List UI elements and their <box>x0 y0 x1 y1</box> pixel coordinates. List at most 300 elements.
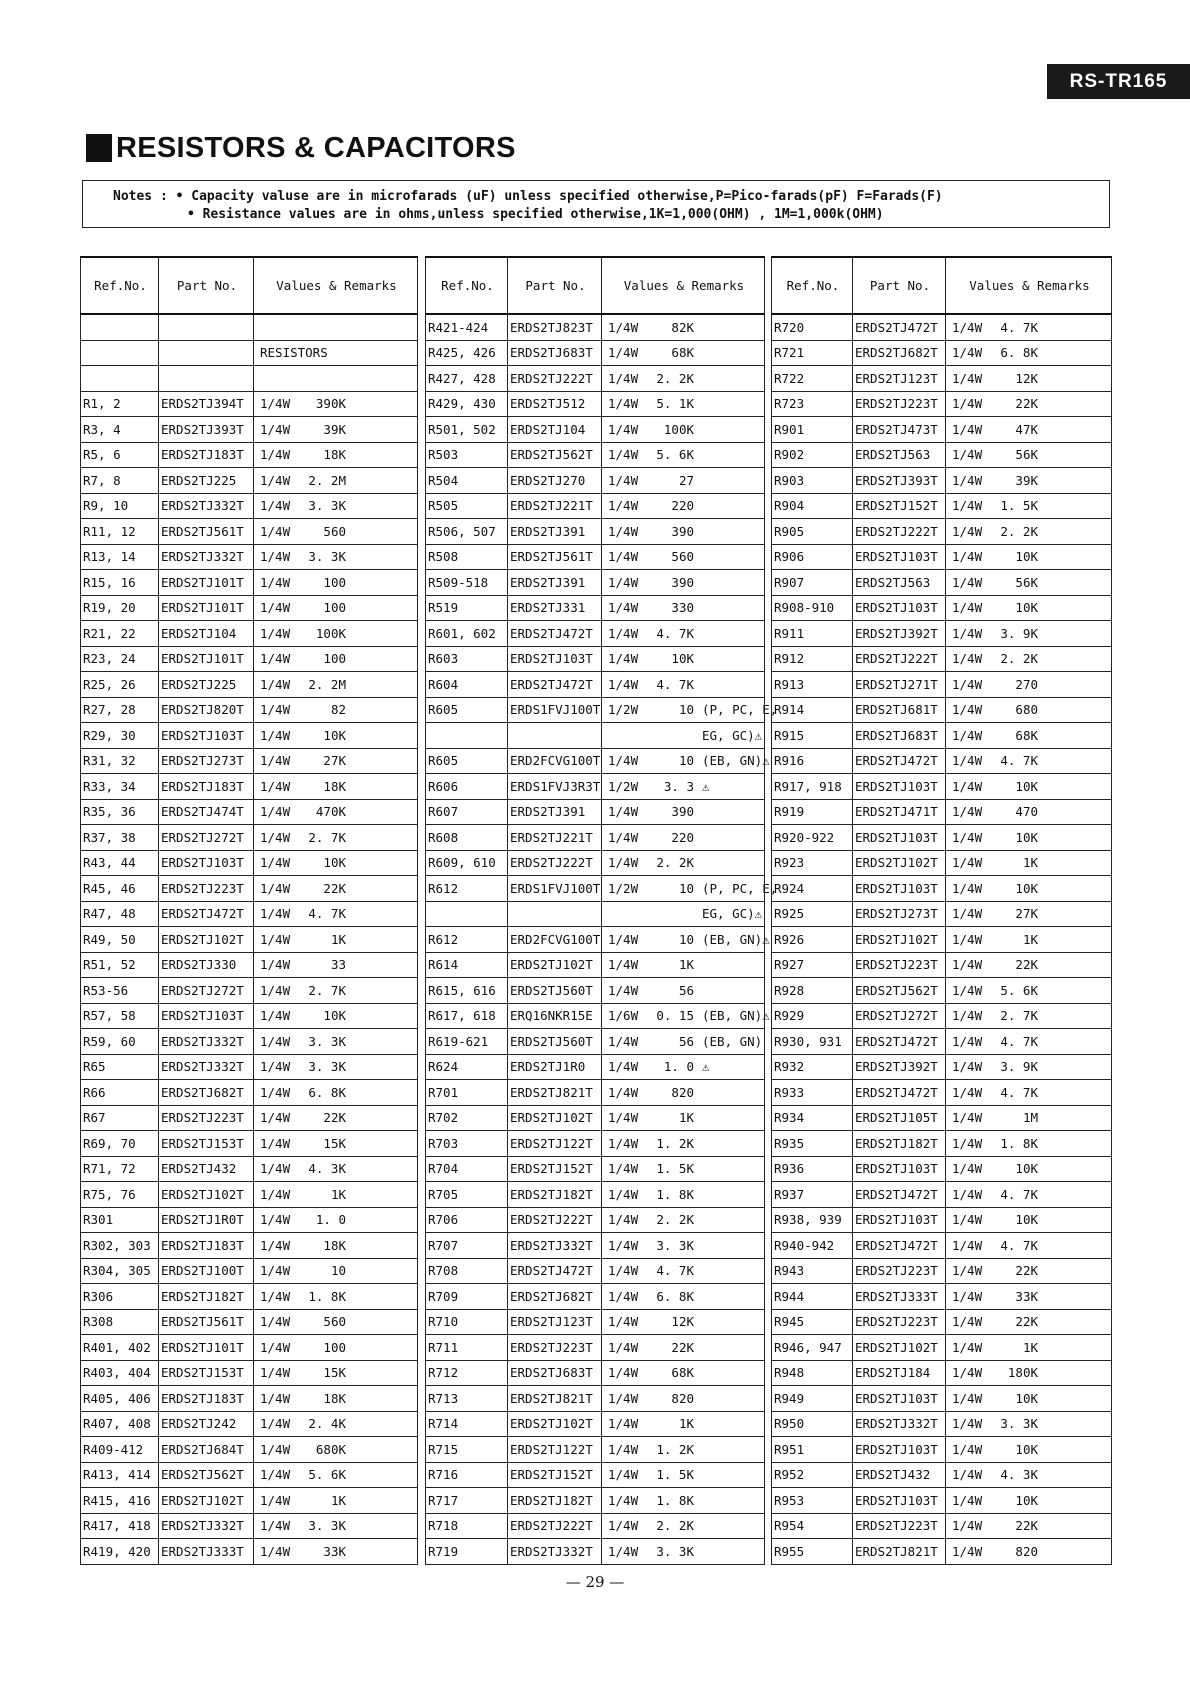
ref-no-cell: R49, 50 <box>81 927 159 953</box>
remark <box>346 1544 354 1559</box>
table-row <box>426 442 765 468</box>
values-remarks-cell <box>602 314 765 340</box>
ref-no-cell: R45, 46 <box>81 876 159 902</box>
wattage: 1/4W <box>952 1237 983 1253</box>
values-remarks-cell <box>946 493 1112 519</box>
remark <box>346 1136 354 1151</box>
ref-no-cell: R928 <box>772 978 853 1004</box>
part-no-cell: ERDS2TJ561T <box>508 544 602 570</box>
value: 4. 7K <box>1000 753 1038 769</box>
value: 12K <box>671 1314 694 1330</box>
table-row <box>426 978 765 1004</box>
part-no-cell <box>159 314 254 340</box>
notes-label: Notes : <box>113 189 168 204</box>
value: 18K <box>323 1390 346 1406</box>
table-row <box>426 1488 765 1514</box>
values-remarks-cell <box>602 1258 765 1284</box>
value: 1. 8K <box>308 1288 346 1304</box>
table-row <box>772 978 1112 1004</box>
wattage: 1/4W <box>260 651 291 667</box>
ref-no-cell: R1, 2 <box>81 391 159 417</box>
value: 5. 6K <box>656 447 694 463</box>
remark <box>694 396 702 411</box>
wattage: 1/4W <box>260 1161 291 1177</box>
table-row <box>81 442 418 468</box>
wattage: 1/2W <box>608 702 639 718</box>
ref-no-cell: R916 <box>772 748 853 774</box>
table-row <box>426 723 765 749</box>
part-no-cell: ERDS2TJ681T <box>853 697 946 723</box>
part-no-cell: ERDS2TJ105T <box>853 1105 946 1131</box>
value: 220 <box>671 829 694 845</box>
remark <box>1038 600 1046 615</box>
remark <box>346 983 354 998</box>
values-remarks-cell <box>254 1029 418 1055</box>
value: 4. 7K <box>656 676 694 692</box>
ref-no-cell: R413, 414 <box>81 1462 159 1488</box>
ref-no-cell: R53-56 <box>81 978 159 1004</box>
part-no-cell: ERDS2TJ221T <box>508 493 602 519</box>
value: 1K <box>330 931 346 947</box>
ref-no-cell: R954 <box>772 1513 853 1539</box>
value <box>654 728 694 743</box>
wattage: 1/4W <box>608 1288 639 1304</box>
ref-no-cell: R415, 416 <box>81 1488 159 1514</box>
wattage: 1/4W <box>260 804 291 820</box>
wattage: 1/4W <box>260 625 291 641</box>
value: 390 <box>671 804 694 820</box>
wattage: 1/4W <box>260 1135 291 1151</box>
remark <box>1038 473 1046 488</box>
values-remarks-cell <box>602 952 765 978</box>
value: 3. 3K <box>656 1237 694 1253</box>
table-row <box>81 646 418 672</box>
remark <box>694 549 702 564</box>
ref-no-cell: R66 <box>81 1080 159 1106</box>
ref-no-cell: R606 <box>426 774 508 800</box>
value: 1M <box>1022 1110 1038 1126</box>
ref-no-cell: R65 <box>81 1054 159 1080</box>
wattage: 1/4W <box>608 600 639 616</box>
remark <box>346 422 354 437</box>
remark <box>346 1314 354 1329</box>
ref-no-cell: R301 <box>81 1207 159 1233</box>
part-no-cell: ERDS2TJ273T <box>853 901 946 927</box>
part-no-cell: ERDS2TJ682T <box>159 1080 254 1106</box>
part-no-cell: ERDS2TJ472T <box>853 1080 946 1106</box>
remark <box>346 1365 354 1380</box>
table-row <box>426 340 765 366</box>
ref-no-cell: R712 <box>426 1360 508 1386</box>
wattage: 1/4W <box>608 1084 639 1100</box>
part-no-cell: ERDS2TJ683T <box>853 723 946 749</box>
part-no-cell: ERDS2TJ272T <box>159 825 254 851</box>
remark <box>346 1110 354 1125</box>
values-remarks-cell <box>254 748 418 774</box>
part-no-cell: ERQ16NKR15E <box>508 1003 602 1029</box>
value: 3. 3 <box>663 778 694 794</box>
table-row <box>426 799 765 825</box>
values-remarks-cell <box>946 1539 1112 1565</box>
remark <box>694 1467 702 1482</box>
ref-no-cell: R913 <box>772 672 853 698</box>
values-remarks-cell <box>946 1437 1112 1463</box>
wattage: 1/4W <box>952 1135 983 1151</box>
wattage: 1/4W <box>260 421 291 437</box>
table-row <box>426 570 765 596</box>
values-remarks-cell <box>254 850 418 876</box>
values-remarks-cell <box>946 1360 1112 1386</box>
ref-no-cell: R933 <box>772 1080 853 1106</box>
value: 1K <box>1022 855 1038 871</box>
table-row <box>81 1488 418 1514</box>
value: 10 <box>678 931 694 947</box>
part-no-cell: ERDS1FVJ3R3T <box>508 774 602 800</box>
ref-no-cell: R508 <box>426 544 508 570</box>
parts-table-left <box>80 256 418 1565</box>
ref-no-cell: R69, 70 <box>81 1131 159 1157</box>
values-remarks-cell <box>602 1462 765 1488</box>
value: 22K <box>1015 1518 1038 1534</box>
values-remarks-cell <box>254 595 418 621</box>
ref-no-cell: R609, 610 <box>426 850 508 876</box>
part-no-cell: ERDS2TJ122T <box>508 1437 602 1463</box>
remark <box>1038 1085 1046 1100</box>
wattage: 1/4W <box>608 421 639 437</box>
table-row <box>772 799 1112 825</box>
value: 4. 3K <box>1000 1467 1038 1483</box>
value: 680 <box>1015 702 1038 718</box>
table-row <box>772 927 1112 953</box>
table-row <box>772 1207 1112 1233</box>
wattage: 1/4W <box>260 1543 291 1559</box>
part-no-cell: ERDS2TJ152T <box>853 493 946 519</box>
remark <box>328 345 336 360</box>
ref-no-cell: R704 <box>426 1156 508 1182</box>
values-remarks-cell <box>946 646 1112 672</box>
ref-no-cell: R23, 24 <box>81 646 159 672</box>
values-remarks-cell <box>254 340 418 366</box>
remark <box>346 728 354 743</box>
part-no-cell: ERDS2TJ222T <box>508 1207 602 1233</box>
value: 6. 8K <box>308 1084 346 1100</box>
value: 10K <box>1015 1492 1038 1508</box>
value: 56K <box>1015 447 1038 463</box>
table-row <box>772 1539 1112 1565</box>
wattage: 1/4W <box>608 1135 639 1151</box>
remark <box>346 1212 354 1227</box>
values-remarks-cell <box>602 876 778 902</box>
remark <box>1038 1467 1046 1482</box>
part-no-cell: ERDS2TJ684T <box>159 1437 254 1463</box>
part-no-cell: ERDS2TJ101T <box>159 1335 254 1361</box>
values-remarks-cell <box>946 442 1112 468</box>
remark <box>1038 498 1046 513</box>
part-no-cell: ERDS2TJ103T <box>159 1003 254 1029</box>
table-row <box>81 901 418 927</box>
remark <box>346 932 354 947</box>
remark: ⚠ <box>702 1059 710 1075</box>
values-remarks-cell <box>602 1131 765 1157</box>
wattage: 1/4W <box>260 600 291 616</box>
part-no-cell: ERDS2TJ152T <box>508 1156 602 1182</box>
values-remarks-cell <box>254 1462 418 1488</box>
table-row <box>81 391 418 417</box>
remark <box>694 371 702 386</box>
value: 100 <box>323 1339 346 1355</box>
values-remarks-cell <box>946 952 1112 978</box>
part-no-cell <box>508 723 602 749</box>
table-row <box>81 314 418 340</box>
wattage: 1/4W <box>260 1059 291 1075</box>
value: 22K <box>1015 1314 1038 1330</box>
table-row <box>81 366 418 392</box>
remark <box>1038 524 1046 539</box>
wattage: 1/4W <box>608 523 639 539</box>
ref-no-cell: R718 <box>426 1513 508 1539</box>
table-row <box>81 1156 418 1182</box>
part-no-cell: ERDS2TJ512 <box>508 391 602 417</box>
value: 2. 4K <box>308 1416 346 1432</box>
ref-no-cell: R604 <box>426 672 508 698</box>
table-row <box>426 646 765 672</box>
remark <box>1038 1518 1046 1533</box>
remark <box>694 1314 702 1329</box>
value: 1K <box>330 1186 346 1202</box>
remark <box>1038 702 1046 717</box>
value: 68K <box>671 345 694 361</box>
part-no-cell: ERDS2TJ682T <box>853 340 946 366</box>
ref-no-cell: R929 <box>772 1003 853 1029</box>
table-row <box>772 672 1112 698</box>
remark <box>1038 1391 1046 1406</box>
table-row <box>426 1003 765 1029</box>
remark <box>1038 345 1046 360</box>
remark <box>346 1034 354 1049</box>
remark <box>346 1467 354 1482</box>
part-no-cell: ERDS2TJ103T <box>853 774 946 800</box>
value: 10K <box>1015 1441 1038 1457</box>
table-row <box>426 952 765 978</box>
remark <box>346 1493 354 1508</box>
table-row <box>81 978 418 1004</box>
ref-no-cell: R19, 20 <box>81 595 159 621</box>
part-no-cell: ERDS2TJ472T <box>853 1182 946 1208</box>
values-remarks-cell <box>254 799 418 825</box>
ref-no-cell: R429, 430 <box>426 391 508 417</box>
remark <box>346 1059 354 1074</box>
part-no-cell: ERDS2TJ472T <box>853 1233 946 1259</box>
table-row <box>772 952 1112 978</box>
remark <box>346 881 354 896</box>
remark <box>1038 957 1046 972</box>
remark <box>346 1238 354 1253</box>
table-row <box>772 1080 1112 1106</box>
table-row <box>426 1360 765 1386</box>
wattage: 1/4W <box>608 804 639 820</box>
table-row <box>426 544 765 570</box>
values-remarks-cell <box>602 697 778 723</box>
header-part-no: Part No. <box>853 257 946 314</box>
remark <box>694 1289 702 1304</box>
part-no-cell: ERDS2TJ393T <box>159 417 254 443</box>
value: 1K <box>678 1110 694 1126</box>
part-no-cell: ERDS2TJ563 <box>853 442 946 468</box>
table-row <box>772 595 1112 621</box>
wattage: 1/2W <box>608 778 639 794</box>
part-no-cell: ERDS2TJ103T <box>853 1386 946 1412</box>
remark <box>346 575 354 590</box>
ref-no-cell: R708 <box>426 1258 508 1284</box>
wattage: 1/4W <box>952 600 983 616</box>
header-part-no: Part No. <box>159 257 254 314</box>
value: 3. 9K <box>1000 1059 1038 1075</box>
table-row <box>772 1131 1112 1157</box>
table-row <box>772 723 1112 749</box>
part-no-cell: ERDS2TJ223T <box>853 1258 946 1284</box>
values-remarks-cell <box>254 723 418 749</box>
remark <box>1038 906 1046 921</box>
ref-no-cell: R705 <box>426 1182 508 1208</box>
part-no-cell: ERDS2TJ102T <box>853 927 946 953</box>
value: 56 <box>678 1033 694 1049</box>
ref-no-cell: R720 <box>772 314 853 340</box>
part-no-cell: ERDS2TJ222T <box>853 646 946 672</box>
values-remarks-cell <box>946 978 1112 1004</box>
value: 4. 7K <box>1000 1033 1038 1049</box>
values-remarks-cell <box>946 1309 1112 1335</box>
remark <box>1038 396 1046 411</box>
table-row <box>772 1105 1112 1131</box>
remark <box>346 906 354 921</box>
wattage: 1/4W <box>608 1467 639 1483</box>
table-row <box>426 697 765 723</box>
values-remarks-cell <box>602 417 765 443</box>
table-row <box>772 1488 1112 1514</box>
wattage: 1/4W <box>952 880 983 896</box>
value: 2. 2M <box>308 676 346 692</box>
value: 6. 8K <box>656 1288 694 1304</box>
value: 390 <box>671 523 694 539</box>
table-row <box>81 723 418 749</box>
value: 820 <box>671 1084 694 1100</box>
values-remarks-cell <box>946 1029 1112 1055</box>
values-remarks-cell <box>946 723 1112 749</box>
table-row <box>772 646 1112 672</box>
remark <box>694 855 702 870</box>
remark <box>1038 983 1046 998</box>
model-badge: RS-TR165 <box>1047 64 1190 99</box>
wattage: 1/4W <box>260 753 291 769</box>
wattage: 1/4W <box>952 651 983 667</box>
table-row <box>772 544 1112 570</box>
page-title: RESISTORS & CAPACITORS <box>116 131 516 164</box>
values-remarks-cell <box>946 748 1112 774</box>
ref-no-cell: R503 <box>426 442 508 468</box>
header-values-remarks: Values & Remarks <box>254 257 418 314</box>
part-no-cell: ERDS2TJ560T <box>508 978 602 1004</box>
remark <box>1038 651 1046 666</box>
ref-no-cell: R67 <box>81 1105 159 1131</box>
ref-no-cell: R509-518 <box>426 570 508 596</box>
ref-no-cell: R11, 12 <box>81 519 159 545</box>
part-no-cell: ERDS2TJ103T <box>853 1207 946 1233</box>
value: 10 <box>330 1263 346 1279</box>
part-no-cell: ERDS2TJ820T <box>159 697 254 723</box>
table-row <box>426 825 765 851</box>
part-no-cell: ERDS2TJ102T <box>159 1182 254 1208</box>
remark <box>1038 881 1046 896</box>
value: 22K <box>1015 1263 1038 1279</box>
remark <box>346 1085 354 1100</box>
remark <box>346 651 354 666</box>
remark: EG, GC)⚠ <box>702 727 763 743</box>
ref-no-cell: R946, 947 <box>772 1335 853 1361</box>
part-no-cell: ERDS2TJ223T <box>853 1309 946 1335</box>
remark <box>1038 932 1046 947</box>
ref-no-cell: R945 <box>772 1309 853 1335</box>
values-remarks-cell <box>602 1437 765 1463</box>
table-row <box>81 1513 418 1539</box>
values-remarks-cell <box>254 1258 418 1284</box>
part-no-cell: ERDS2TJ242 <box>159 1411 254 1437</box>
values-remarks-cell <box>254 621 418 647</box>
remark <box>694 1493 702 1508</box>
part-no-cell: ERDS2TJ223T <box>159 1105 254 1131</box>
value: 4. 7K <box>1000 319 1038 335</box>
part-no-cell: ERDS2TJ391 <box>508 799 602 825</box>
values-remarks-cell <box>602 1284 765 1310</box>
table-row <box>772 442 1112 468</box>
part-no-cell: ERDS2TJ471T <box>853 799 946 825</box>
values-remarks-cell <box>946 825 1112 851</box>
values-remarks-cell <box>946 1156 1112 1182</box>
remark <box>694 447 702 462</box>
part-no-cell: ERDS2TJ333T <box>159 1539 254 1565</box>
table-row <box>81 927 418 953</box>
ref-no-cell: R33, 34 <box>81 774 159 800</box>
values-remarks-cell <box>602 672 765 698</box>
ref-no-cell: R607 <box>426 799 508 825</box>
value: 56 <box>678 982 694 998</box>
part-no-cell: ERDS2TJ683T <box>508 1360 602 1386</box>
remark <box>346 498 354 513</box>
part-no-cell: ERDS2TJ122T <box>508 1131 602 1157</box>
ref-no-cell: R31, 32 <box>81 748 159 774</box>
table-row <box>81 417 418 443</box>
table-row <box>772 1513 1112 1539</box>
table-row <box>772 570 1112 596</box>
part-no-cell: ERDS2TJ153T <box>159 1360 254 1386</box>
wattage: 1/4W <box>952 753 983 769</box>
wattage: 1/4W <box>260 727 291 743</box>
ref-no-cell: R504 <box>426 468 508 494</box>
wattage: 1/4W <box>952 447 983 463</box>
part-no-cell: ERDS2TJ332T <box>508 1233 602 1259</box>
part-no-cell: ERDS2TJ222T <box>508 1513 602 1539</box>
page-number: — 29 — <box>565 1573 625 1591</box>
values-remarks-cell <box>946 366 1112 392</box>
values-remarks-cell <box>946 1207 1112 1233</box>
values-remarks-cell <box>254 391 418 417</box>
value: 470K <box>315 804 346 820</box>
ref-no-cell: R908-910 <box>772 595 853 621</box>
remark <box>1038 1263 1046 1278</box>
ref-no-cell: R949 <box>772 1386 853 1412</box>
table-row <box>772 1386 1112 1412</box>
table-row <box>81 799 418 825</box>
remark <box>346 473 354 488</box>
